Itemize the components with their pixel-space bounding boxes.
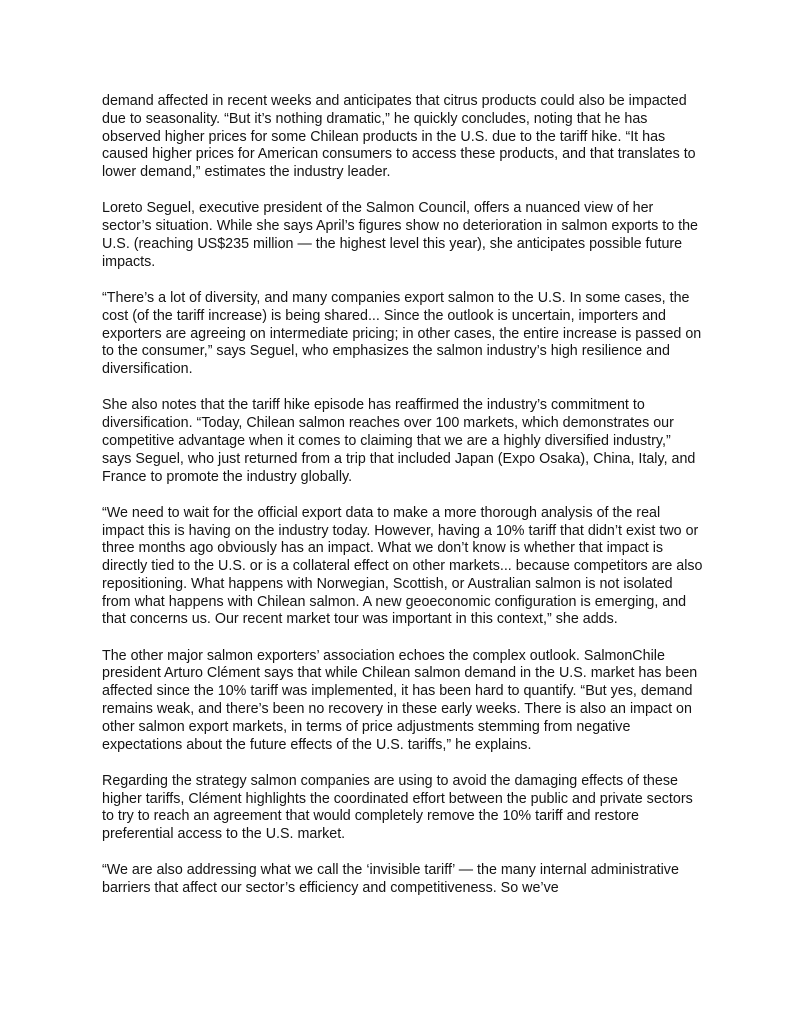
paragraph-1: demand affected in recent weeks and anticipates that citrus products could also be impacted due to seasonality. “But it’s nothing dramatic,” he quickly concludes, noting that he has observed higher prices for some Chilean products in the U.S. due to the tariff hike. “It has caused higher prices for American consumers to access these products, and that translates to lower demand,” estimates the industry leader. — [102, 93, 696, 181]
paragraph-8: “We are also addressing what we call the ‘invisible tariff’ — the many internal administrative barriers that affect our sector’s efficiency and competitiveness. So we’ve — [102, 862, 679, 897]
paragraph-4: She also notes that the tariff hike episode has reaffirmed the industry’s commitment to diversification. “Today, Chilean salmon reaches over 100 markets, which demonstrates our competitive advantage when it comes to claiming that we are a highly diversified industry,” says Seguel, who just returned from a trip that included Japan (Expo Osaka), China, Italy, and France to promote the industry globally. — [102, 397, 696, 485]
paragraph-3: “There’s a lot of diversity, and many companies export salmon to the U.S. In some cases, the cost (of the tariff increase) is being shared... Since the outlook is uncertain, importers and exporters are agreeing on intermediate pricing; in other cases, the entire increase is passed on to the consumer,” says Seguel, who emphasizes the salmon industry’s high resilience and diversification. — [102, 289, 702, 378]
document-body — [102, 93, 704, 916]
paragraph-7: Regarding the strategy salmon companies are using to avoid the damaging effects of these higher tariffs, Clément highlights the coordinated effort between the public and private sectors to try to reach an agreement that would completely remove the 10% tariff and restore preferential access to the U.S. market. — [102, 772, 693, 843]
paragraph-2: Loreto Seguel, executive president of the Salmon Council, offers a nuanced view of her sector’s situation. While she says April’s figures show no deterioration in salmon exports to the U.S. (reaching US$235 million — the highest level this year), she anticipates possible future impacts. — [102, 200, 699, 270]
paragraph-6: The other major salmon exporters’ association echoes the complex outlook. SalmonChile president Arturo Clément says that while Chilean salmon demand in the U.S. market has been affected since the 10% tariff was implemented, it has been hard to quantify. “But yes, demand remains weak, and there’s been no recovery in these early weeks. There is also an impact on other salmon export markets, in terms of price adjustments stemming from negative expectations about the future effects of the U.S. tariffs,” he explains. — [102, 647, 698, 753]
paragraph-5: “We need to wait for the official export data to make a more thorough analysis of the real impact this is having on the industry today. However, having a 10% tariff that didn’t exist two or three months ago obviously has an impact. What we don’t know is whether that impact is directly tied to the U.S. or is a collateral effect on other markets... because competitors are also repositioning. What happens with Norwegian, Scottish, or Australian salmon is not isolated from what happens with Chilean salmon. A new geoeconomic configuration is emerging, and that concerns us. Our recent market tour was important in this context,” she adds. — [102, 504, 703, 628]
